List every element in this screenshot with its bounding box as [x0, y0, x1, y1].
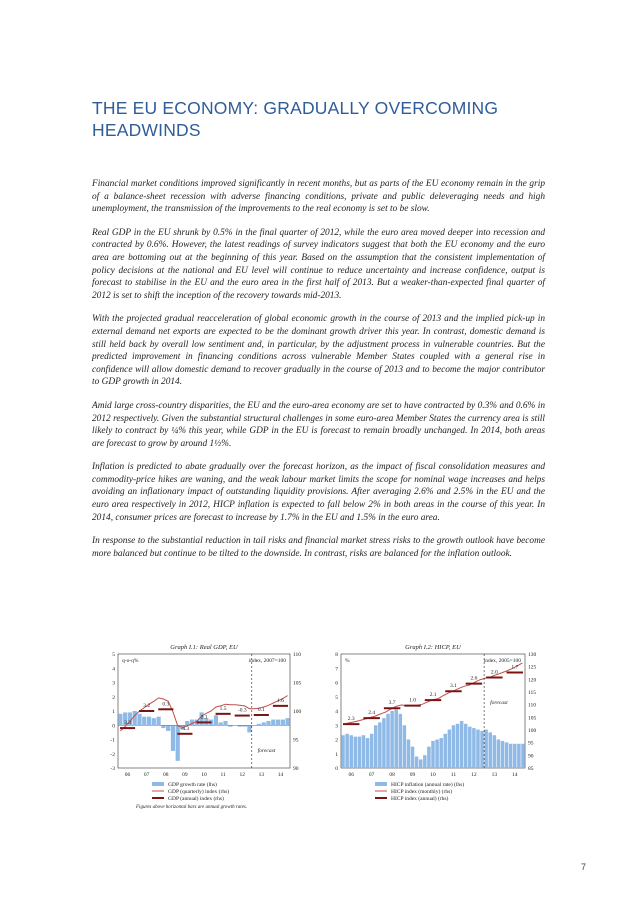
left-axis-label: % — [345, 658, 350, 664]
chart-bar — [480, 731, 483, 768]
quarterly-index-line — [120, 696, 287, 731]
annual-rate-label: -0.3 — [237, 707, 247, 714]
left-tick-label: -2 — [110, 751, 115, 758]
x-tick-label: 13 — [258, 772, 265, 778]
x-tick-label: 09 — [409, 772, 416, 778]
chart-bar — [435, 740, 438, 769]
page-title: THE EU ECONOMY: GRADUALLY OVERCOMING HEADWINDS — [92, 98, 499, 140]
annual-rate-label: 3.1 — [450, 683, 457, 690]
chart-bar — [419, 759, 422, 768]
right-tick-label: 100 — [293, 709, 302, 715]
right-tick-label: 125 — [528, 664, 537, 671]
chart-bar — [142, 717, 146, 726]
annual-rate-label: 2.1 — [429, 692, 437, 699]
x-tick-label: 11 — [220, 772, 226, 778]
annual-rate-label: -4.3 — [180, 725, 190, 732]
left-tick-label: -3 — [110, 766, 115, 772]
left-tick-label: 1 — [112, 709, 115, 715]
chart-bar — [427, 747, 430, 768]
chart-bar — [390, 711, 393, 768]
x-tick-label: 06 — [124, 772, 131, 778]
chart-title: Graph I.2: HICP, EU — [405, 644, 461, 651]
chart-bar — [386, 714, 389, 768]
right-tick-label: 95 — [528, 740, 534, 747]
left-tick-label: 6 — [335, 680, 338, 687]
annual-rate-label: 2.1 — [200, 714, 208, 721]
annual-rate-label: 2.4 — [368, 710, 376, 717]
right-tick-label: 105 — [293, 680, 302, 687]
chart-bar — [517, 744, 520, 768]
left-tick-label: 0 — [112, 723, 115, 730]
chart-bar — [362, 735, 365, 768]
chart-bar — [147, 717, 151, 726]
chart-bar — [214, 715, 218, 725]
legend-swatch — [375, 782, 387, 786]
chart-bar — [341, 735, 344, 768]
left-tick-label: 3 — [335, 723, 338, 730]
chart-bar — [476, 730, 479, 768]
paragraph: In response to the substantial reduction in tail risks and financial market stress risks to the growth outlook have become more balanced but continue to be tilted to the downside. In contrast, risks are balanced for the inflation outlook. — [92, 536, 545, 559]
chart-bar — [157, 717, 161, 726]
annual-rate-label: 3.7 — [388, 700, 396, 707]
chart-bar — [456, 724, 459, 768]
chart-bar — [509, 744, 512, 768]
left-tick-label: 3 — [112, 680, 115, 687]
chart-bar — [497, 740, 500, 769]
chart-bar — [266, 721, 270, 725]
chart-bar — [403, 725, 406, 768]
chart-bar — [238, 725, 242, 726]
chart-bar — [281, 720, 285, 726]
left-tick-label: 5 — [335, 694, 338, 701]
chart-bar — [468, 727, 471, 768]
annual-rate-label: 2.3 — [347, 716, 355, 723]
forecast-label: forecast — [257, 748, 276, 754]
x-tick-label: 09 — [182, 772, 188, 778]
chart-bar — [243, 725, 247, 726]
annual-rate-label: 1.0 — [409, 697, 416, 704]
chart-bar — [472, 728, 475, 768]
chart-bar — [176, 725, 180, 761]
right-tick-label: 105 — [528, 715, 537, 722]
paragraph: Inflation is predicted to abate gradually over the forecast horizon, as the impact of fiscal consolidation measures and commodity-price hikes are waning, and the weak labour market limits the scope for nominal wage increases and helps avoiding an inflationary impact of outstanding liquidity provisions. After averaging 2.6% and 2.5% in the EU and the euro area respectively in 2012, HICP inflation is expected to fall below 2% in both areas in the course of this year. In 2014, consumer prices are forecast to increase by 1.7% in the EU and 1.5% in the euro area. — [92, 462, 545, 523]
chart-bar — [366, 738, 369, 768]
chart-bar — [133, 711, 137, 725]
left-tick-label: 2 — [112, 694, 115, 701]
chart-bar — [228, 725, 232, 726]
x-tick-label: 14 — [512, 772, 518, 778]
graph-hicp — [325, 640, 550, 835]
chart-bar — [166, 725, 170, 731]
chart-bar — [358, 737, 361, 768]
chart-bar — [415, 757, 418, 768]
x-tick-label: 10 — [201, 772, 207, 778]
chart-bar — [382, 718, 385, 768]
paragraph: Financial market conditions improved significantly in recent months, but as parts of the EU economy remain in the grip of a balance-sheet recession with adverse financing conditions, private and public deleveraging needs and high unemployment, the transmission of the improvements to the real economy is set to be slow. — [92, 179, 545, 215]
chart-bar — [161, 725, 165, 728]
left-tick-label: 4 — [335, 709, 338, 715]
right-tick-label: 85 — [528, 766, 534, 772]
annual-rate-label: 1.7 — [511, 664, 519, 671]
chart-bar — [460, 721, 463, 768]
chart-bar — [484, 730, 487, 768]
legend-label: GDP (annual) index (rhs) — [168, 796, 224, 802]
chart-bar — [374, 725, 377, 768]
chart-bar — [257, 724, 261, 725]
annual-rate-label: 0.3 — [162, 701, 170, 708]
right-tick-label: 90 — [528, 753, 534, 760]
chart-bar — [223, 721, 227, 725]
chart-bar — [411, 747, 414, 768]
paragraph: With the projected gradual reacceleration of global economic growth in the course of 2013 and the implied pick-up in external demand net exports are expected to be the dominant growth driver this year. In contrast, domestic demand is still held back by overall low sentiment and, in particular, by the adjustment process in vulnerable countries. But the predicted improvement in financing conditions across vulnerable Member States coupled with a general rise in confidence will allow domestic demand to recover gradually in the course of 2013 and to become the major contributor to GDP growth in 2014. — [92, 314, 545, 388]
chart-bar — [501, 741, 504, 768]
chart-bar — [276, 720, 280, 726]
chart-bar — [399, 714, 402, 768]
left-tick-label: 1 — [335, 751, 338, 758]
chart-bar — [521, 744, 524, 768]
right-tick-label: 95 — [293, 737, 299, 744]
chart-bar — [354, 737, 357, 768]
left-axis-label: q-o-q% — [122, 658, 139, 664]
chart-bar — [394, 710, 397, 768]
x-tick-label: 12 — [471, 772, 477, 778]
chart-bar — [286, 718, 290, 725]
right-tick-label: 100 — [528, 728, 537, 734]
graph-real-gdp — [100, 640, 315, 835]
left-tick-label: 2 — [335, 737, 338, 744]
legend-label: HICP index (monthly) (rhs) — [391, 789, 453, 795]
right-tick-label: 130 — [528, 652, 537, 658]
annual-rate-label: 2.0 — [490, 669, 498, 676]
left-tick-label: -1 — [110, 737, 115, 744]
chart-bar — [513, 744, 516, 768]
chart-bar — [378, 722, 381, 768]
x-tick-label: 12 — [239, 772, 245, 778]
paragraph: Amid large cross-country disparities, the EU and the euro-area economy are set to have contracted by 0.3% and 0.6% in 2012 respectively. Given the substantial structural challenges in some euro-area Member States the currency area is still likely to contract by ¼% this year, while GDP in the EU is forecast to remain broadly unchanged. In 2014, both areas are forecast to grow by around 1½%. — [92, 400, 545, 449]
left-tick-label: 0 — [335, 766, 338, 772]
chart-bar — [423, 755, 426, 768]
chart-bar — [407, 740, 410, 769]
right-tick-label: 120 — [528, 677, 537, 684]
annual-rate-label: 3.2 — [143, 703, 151, 709]
chart-bar — [262, 722, 266, 725]
annual-rate-label: 1.6 — [277, 697, 284, 704]
legend-swatch — [152, 782, 164, 786]
paragraph: Real GDP in the EU shrunk by 0.5% in the final quarter of 2012, while the euro area moved deeper into recession and contracted by 0.6%. However, the latest readings of survey indicators suggest that both the EU economy and the euro area are bottoming out at the beginning of this year. Based on the assumption that the consistent implementation of policy decisions at the national and EU level will continue to reduce uncertainty and increase confidence, output is forecast to stabilise in the EU and the euro area in the first half of 2013. But a weaker-than-expected final quarter of 2012 is set to shift the inception of the recovery towards mid-2013. — [92, 227, 545, 301]
chart-bar — [444, 734, 447, 768]
right-axis-label: index, 2007=100 — [248, 658, 286, 664]
right-axis-label: index, 2005=100 — [483, 658, 521, 664]
chart-bar — [247, 725, 251, 732]
x-tick-label: 06 — [348, 772, 354, 778]
annual-rate-label: 0.1 — [257, 706, 265, 713]
x-tick-label: 11 — [450, 772, 457, 778]
chart-bar — [505, 742, 508, 768]
chart-title: Graph I.1: Real GDP, EU — [170, 644, 238, 651]
x-tick-label: 10 — [430, 772, 436, 778]
page-number: 7 — [580, 862, 586, 872]
x-tick-label: 13 — [491, 772, 498, 778]
chart-bar — [137, 714, 141, 725]
chart-bar — [171, 725, 175, 751]
right-tick-label: 110 — [293, 652, 302, 658]
chart-bar — [345, 734, 348, 768]
x-tick-label: 08 — [389, 772, 395, 778]
annual-rate-label: 2.6 — [470, 675, 478, 682]
body-text — [92, 178, 545, 571]
chart-bar — [118, 714, 122, 725]
legend-label: GDP (quarterly) index (rhs) — [168, 789, 230, 795]
chart-bar — [370, 734, 373, 768]
legend-label: GDP growth rate (lhs) — [168, 782, 217, 788]
left-tick-label: 7 — [335, 666, 338, 673]
left-tick-label: 8 — [335, 652, 338, 658]
left-tick-label: 4 — [112, 666, 115, 673]
chart-bar — [431, 741, 434, 768]
left-tick-label: 5 — [112, 652, 115, 658]
chart-footnote: Figures above horizontal bars are annual growth rates. — [136, 805, 248, 810]
x-tick-label: 14 — [277, 772, 284, 778]
x-tick-label: 07 — [143, 772, 150, 778]
chart-bar — [493, 735, 496, 768]
right-tick-label: 115 — [528, 690, 537, 696]
chart-bar — [349, 735, 352, 768]
legend-label: HICP inflation (annual rate) (lhs) — [391, 782, 465, 788]
chart-bar — [448, 730, 451, 768]
annual-rate-label: 1.5 — [219, 705, 227, 712]
chart-bar — [219, 722, 223, 725]
right-tick-label: 90 — [293, 766, 299, 772]
x-tick-label: 08 — [163, 772, 169, 778]
chart-bar — [439, 738, 442, 768]
forecast-label: forecast — [490, 700, 508, 706]
x-tick-label: 07 — [368, 772, 375, 778]
legend-label: HICP index (annual) (rhs) — [391, 796, 449, 802]
chart-bar — [271, 720, 275, 726]
annual-rate-label: 3.3 — [124, 720, 131, 727]
chart-bar — [489, 732, 492, 768]
chart-bar — [152, 718, 156, 725]
chart-bar — [464, 724, 467, 768]
chart-bar — [452, 725, 455, 768]
right-tick-label: 110 — [528, 702, 537, 709]
